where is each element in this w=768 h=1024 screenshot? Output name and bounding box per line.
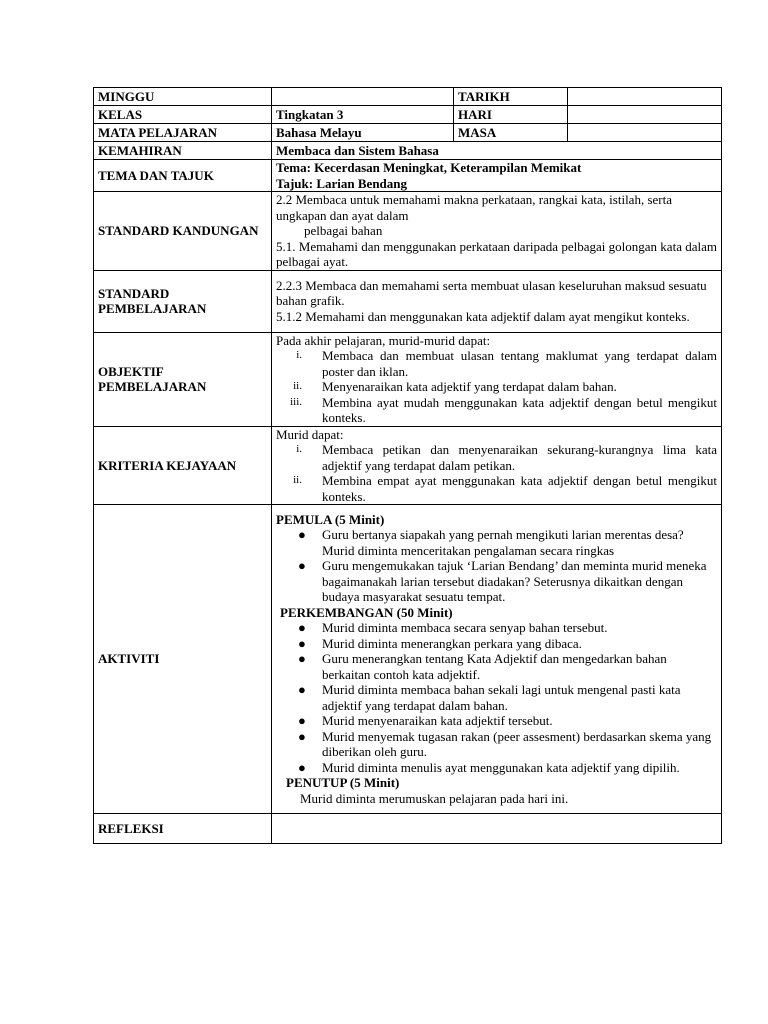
row-standard-kandungan: [94, 192, 722, 271]
objektif-label: OBJEKTIF PEMBELAJARAN: [94, 332, 272, 426]
kriteria-label: KRITERIA KEJAYAAN: [94, 426, 272, 505]
mapel-label: MATA PELAJARAN: [94, 124, 272, 142]
sk-line-3: 5.1. Memahami dan menggunakan perkataan daripada pelbagai golongan kata dalam pelbagai ayat.: [276, 238, 717, 269]
kemahiran-value: Membaca dan Sistem Bahasa: [272, 142, 722, 160]
row-standard-pembelajaran: [94, 270, 722, 332]
hari-value: [568, 106, 722, 124]
row-refleksi: [94, 814, 722, 844]
kelas-value: Tingkatan 3: [272, 106, 454, 124]
refleksi-value: [272, 814, 722, 844]
sp-label: STANDARD PEMBELAJARAN: [94, 270, 272, 332]
list-item: i. Membaca dan membuat ulasan tentang maklumat yang terdapat dalam poster dan iklan.: [296, 348, 717, 379]
sk-value: [272, 192, 722, 271]
list-item: ● Murid diminta membaca bahan sekali lagi untuk mengenal pasti kata adjektif yang terdapat dalam bahan.: [298, 682, 681, 713]
list-item: ii. Membina empat ayat menggunakan kata adjektif dengan betul mengikut konteks.: [293, 473, 717, 504]
list-item: ● Murid diminta menerangkan perkara yang dibaca.: [298, 635, 582, 651]
penutup-title: PENUTUP (5 Minit): [286, 775, 400, 791]
bullet-icon: ●: [298, 527, 306, 543]
bullet-icon: ●: [298, 651, 306, 667]
sp-line-2: 5.1.2 Memahami dan menggunakan kata adjektif dalam ayat mengikut konteks.: [276, 308, 690, 324]
minggu-label: MINGGU: [94, 88, 272, 106]
kriteria-list: [276, 442, 717, 504]
tajuk-line: Tajuk: Larian Bendang: [276, 175, 408, 191]
row-minggu: [94, 88, 722, 106]
list-item: ii. Menyenaraikan kata adjektif yang terdapat dalam bahan.: [293, 379, 617, 394]
bullet-icon: ●: [298, 682, 306, 698]
hari-label: HARI: [454, 106, 568, 124]
kriteria-intro: Murid dapat:: [276, 426, 344, 442]
tema-label: TEMA DAN TAJUK: [94, 160, 272, 192]
aktiviti-label: AKTIVITI: [94, 505, 272, 814]
minggu-value: [272, 88, 454, 106]
perkembangan-list: [276, 620, 717, 775]
row-kelas: [94, 106, 722, 124]
penutup-text: Murid diminta merumuskan pelajaran pada hari ini.: [300, 790, 569, 806]
kelas-label: KELAS: [94, 106, 272, 124]
list-item: ● Murid menyemak tugasan rakan (peer assesment) berdasarkan skema yang diberikan oleh guru.: [298, 728, 712, 760]
lesson-plan-table: [93, 87, 722, 844]
list-item: ● Guru bertanya siapakah yang pernah mengikuti larian merentas desa? Murid diminta menceritakan pengalaman secara ringkas: [298, 527, 684, 558]
masa-label: MASA: [454, 124, 568, 142]
tarikh-label: TARIKH: [454, 88, 568, 106]
row-mapel: [94, 124, 722, 142]
bullet-icon: ●: [298, 635, 306, 651]
list-item: ● Murid diminta membaca secara senyap bahan tersebut.: [298, 620, 608, 636]
row-aktiviti: [94, 505, 722, 814]
list-item: ● Murid menyenaraikan kata adjektif tersebut.: [298, 713, 553, 729]
row-kriteria: [94, 426, 722, 505]
sk-line-1: 2.2 Membaca untuk memahami makna perkataan, rangkai kata, istilah, serta ungkapan dan ayat dalam: [276, 192, 672, 223]
sp-value: [272, 270, 722, 332]
pemula-list: [276, 527, 717, 605]
kriteria-value: [272, 426, 722, 505]
pemula-title: PEMULA (5 Minit): [276, 511, 385, 527]
row-tema: [94, 160, 722, 192]
bullet-icon: ●: [298, 759, 306, 775]
refleksi-label: REFLEKSI: [94, 814, 272, 844]
tema-line: Tema: Kecerdasan Meningkat, Keterampilan Memikat: [276, 160, 582, 175]
objektif-list: [276, 348, 717, 426]
list-item: ● Guru mengemukakan tajuk ‘Larian Bendang’ dan meminta murid meneka bagaimanakah larian tersebut diadakan? Seterusnya dikaitkan dengan budaya masyarakat sesuatu tempat.: [298, 558, 707, 605]
kemahiran-label: KEMAHIRAN: [94, 142, 272, 160]
sp-line-1: 2.2.3 Membaca dan memahami serta membuat ulasan keseluruhan maksud sesuatu bahan grafik.: [276, 277, 707, 309]
tema-value: [272, 160, 722, 192]
sk-line-2: pelbagai bahan: [304, 223, 383, 238]
row-objektif: [94, 332, 722, 426]
row-kemahiran: [94, 142, 722, 160]
sk-label: STANDARD KANDUNGAN: [94, 192, 272, 271]
list-item: ● Murid diminta menulis ayat menggunakan kata adjektif yang dipilih.: [298, 759, 680, 775]
bullet-icon: ●: [298, 620, 306, 636]
list-item: i. Membaca petikan dan menyenaraikan sekurang-kurangnya lima kata adjektif yang terdapat dalam petikan.: [296, 442, 717, 473]
objektif-value: [272, 332, 722, 426]
bullet-icon: ●: [298, 713, 306, 729]
masa-value: [568, 124, 722, 142]
list-item: ● Guru menerangkan tentang Kata Adjektif dan mengedarkan bahan berkaitan contoh kata adjektif.: [298, 651, 667, 682]
bullet-icon: ●: [298, 558, 306, 574]
objektif-intro: Pada akhir pelajaran, murid-murid dapat:: [276, 332, 491, 348]
perkembangan-title: PERKEMBANGAN (50 Minit): [280, 604, 453, 620]
tarikh-value: [568, 88, 722, 106]
aktiviti-value: [272, 505, 722, 814]
mapel-value: Bahasa Melayu: [272, 124, 454, 142]
list-item: iii. Membina ayat mudah menggunakan kata adjektif dengan betul mengikut konteks.: [290, 394, 717, 425]
bullet-icon: ●: [298, 728, 306, 744]
